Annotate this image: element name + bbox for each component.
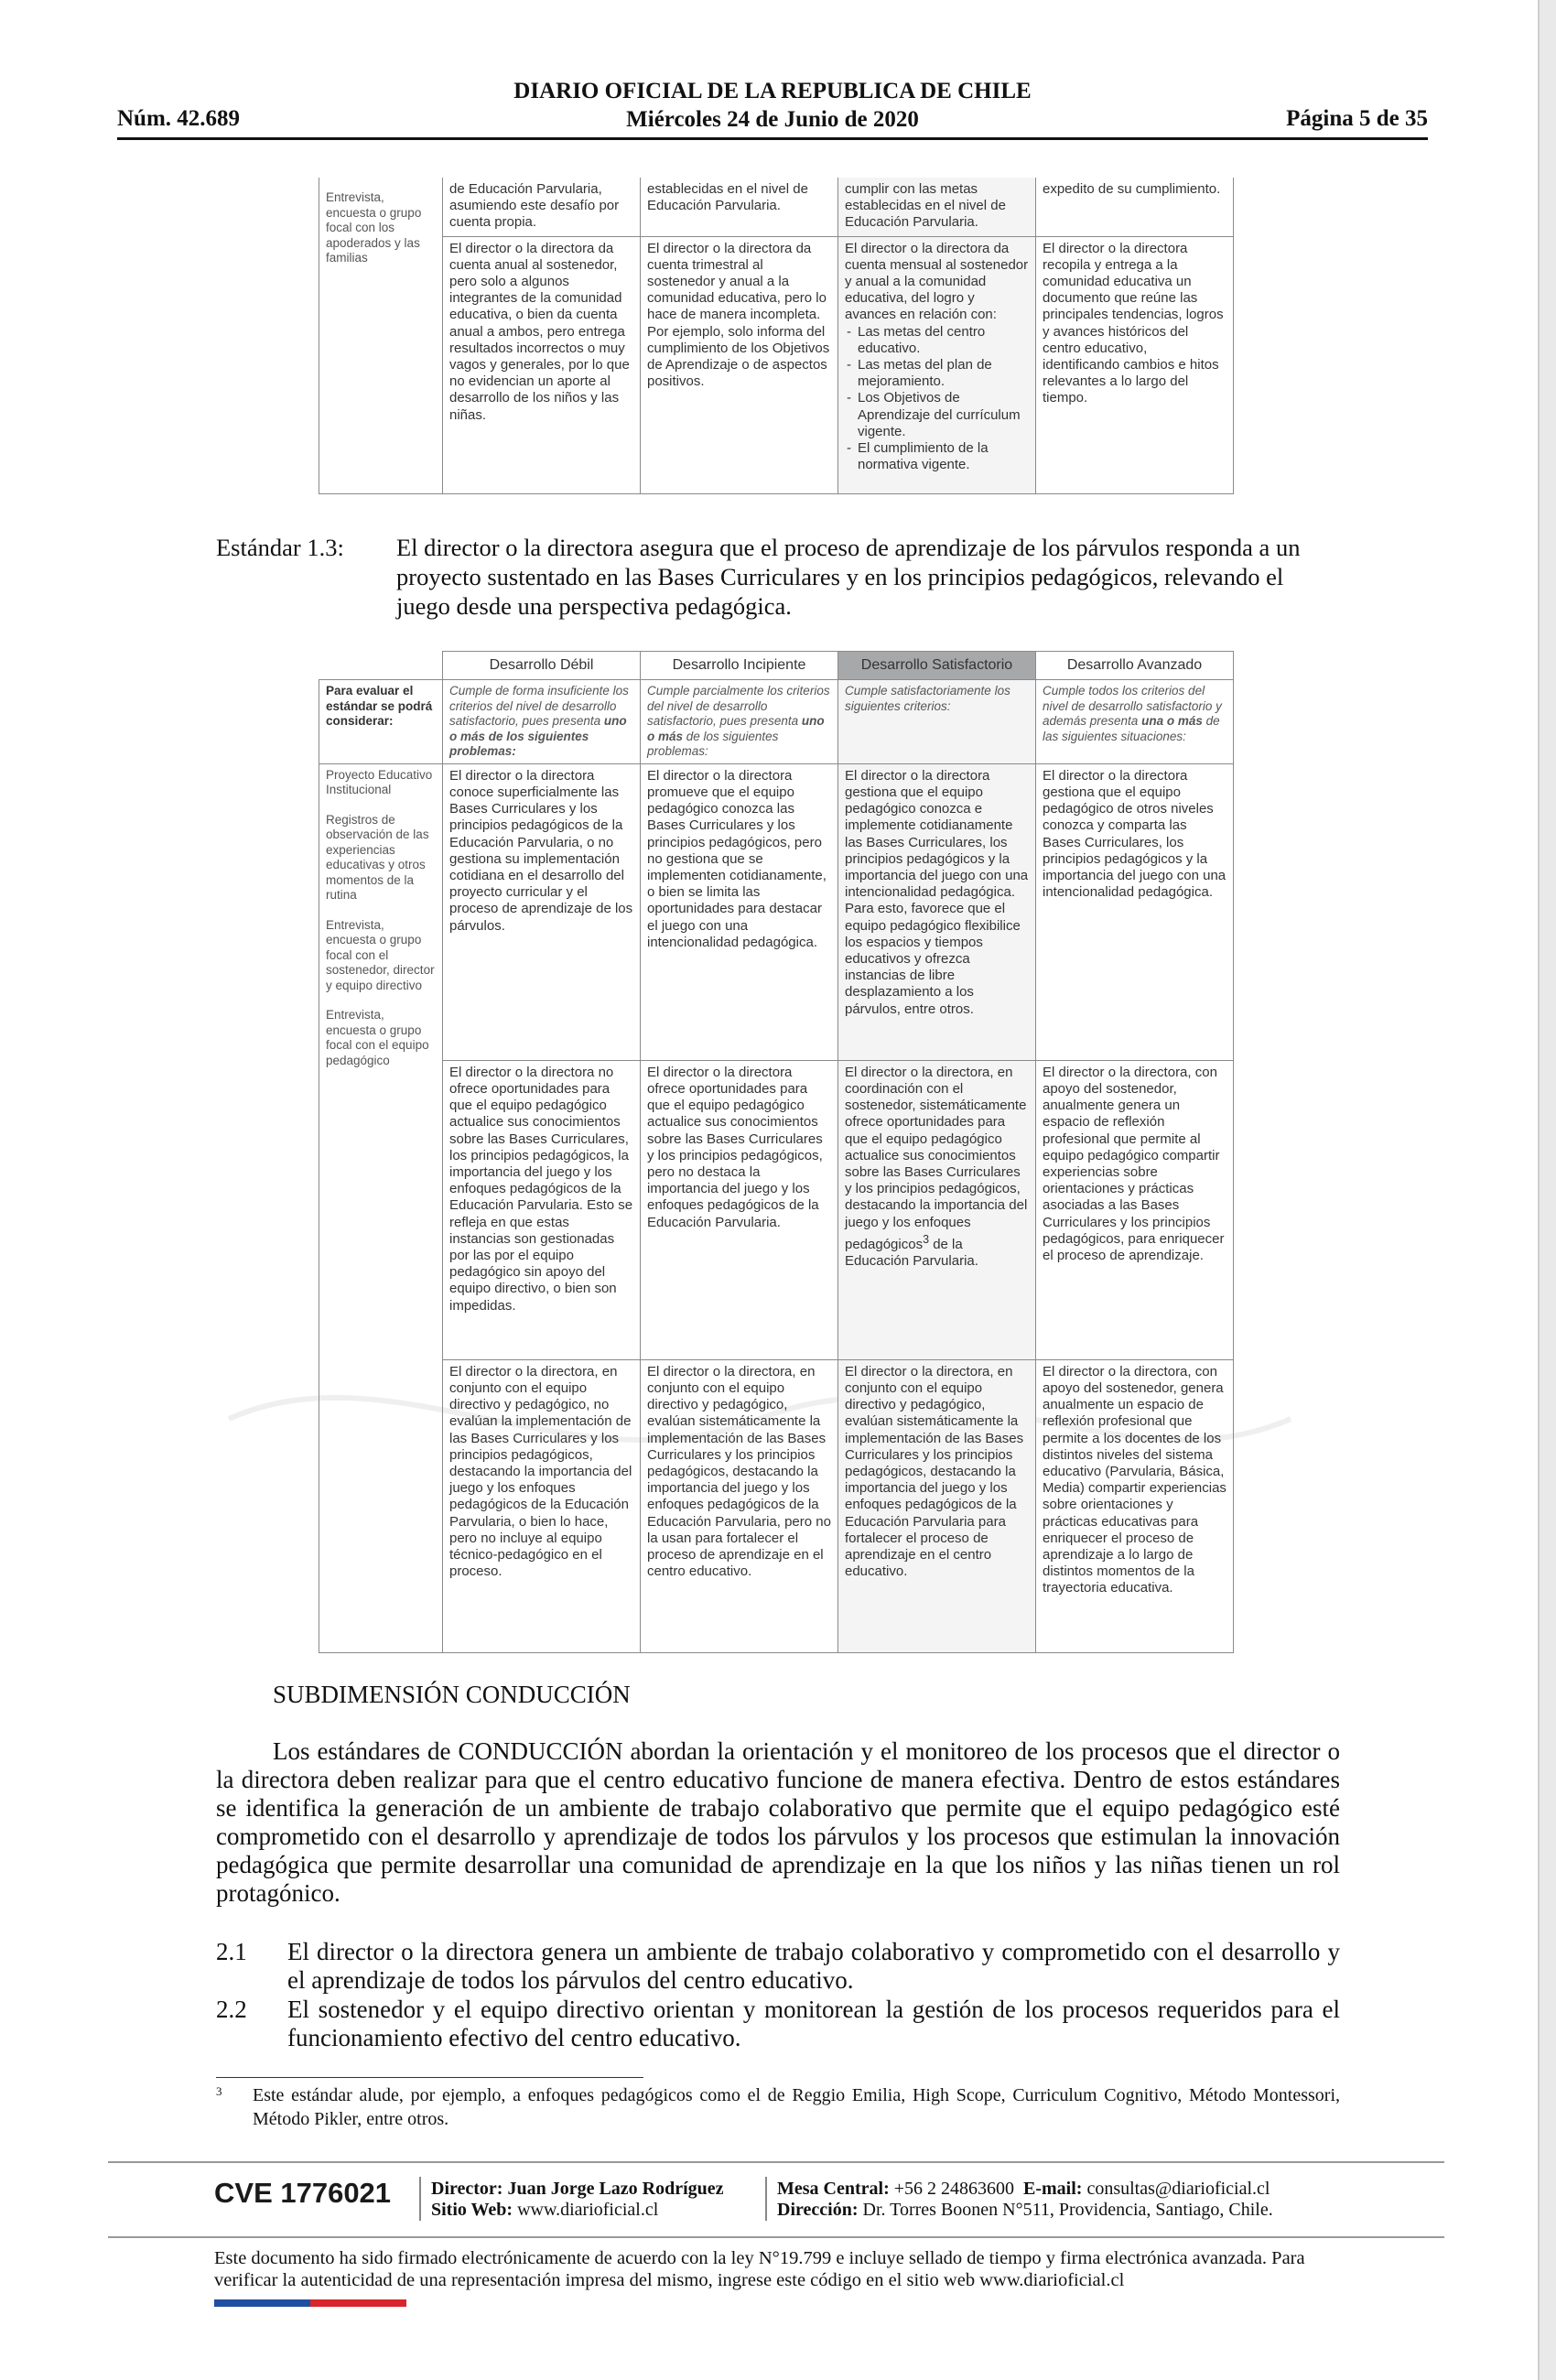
cell-debil: El director o la directora, en conjunto con el equipo directivo y pedagógico, no evalúan la implementación de las Bases Curriculares y los principios pedagógicos, destacando la importancia del juego y los enfoques pedagógicos de la Educación Parvularia, o bien lo hace, pero no incluye al equipo técnico-pedagógico en el proceso. xyxy=(443,1359,641,1652)
footer-director xyxy=(431,2179,724,2221)
item-number: 2.1 xyxy=(216,1938,247,1965)
signature-note: Este documento ha sido firmado electrónicamente de acuerdo con la ley N°19.799 e incluye sellado de tiempo y firma electrónica avanzada. Para verificar la autenticidad de una representación impresa del mismo, ingrese este código en el sitio web www.diarioficial.cl xyxy=(214,2248,1305,2290)
header-blank xyxy=(319,652,443,680)
footer-separator xyxy=(419,2177,421,2221)
table-row xyxy=(319,1060,1234,1359)
item-text: El sostenedor y el equipo directivo orientan y monitorean la gestión de los procesos requeridos para el funcionamiento efectivo del centro educativo. xyxy=(287,1996,1340,2051)
table-row xyxy=(319,178,1234,236)
footnote-ref: 3 xyxy=(923,1232,930,1246)
section-paragraph: Los estándares de CONDUCCIÓN abordan la orientación y el monitoreo de los procesos que el director o la directora deben realizar para que el centro educativo funcione de manera efectiva. Dentro de estos estándares se identifica la generación de un ambiente de trabajo colaborativo que permite que el equipo pedagógico esté comprometido con el desarrollo y aprendizaje de todos los párvulos y los procesos que estimulan la innovación pedagógica que permite desarrollar una comunidad de aprendizaje en la que los niños y las niñas tienen un rol protagónico. xyxy=(216,1737,1340,1907)
list-item: - Las metas del centro educativo. xyxy=(858,324,1029,357)
standard-label: Estándar 1.3: xyxy=(216,534,344,561)
footnote-mark: 3 xyxy=(216,2084,222,2098)
cell-satisfactorio: El director o la directora gestiona que el equipo pedagógico conozca e implemente cotidianamente las Bases Curriculares, los principios pedagógicos y la importancia del juego con una intencionalidad pedagógica. Para esto, favorece que el equipo pedagógico flexibilice los espacios y tiempos educativos y ofrezca instancias de libre desplazamiento a los párvulos, entre otros. xyxy=(838,763,1036,1060)
list-item: - El cumplimiento de la normativa vigente. xyxy=(858,440,1029,473)
header-debil: Desarrollo Débil xyxy=(443,652,641,680)
cell-incipiente: El director o la directora ofrece oportunidades para que el equipo pedagógico actualice sus conocimientos sobre las Bases Curriculares y los principios pedagógicos, pero no destaca la importancia del juego y los enfoques pedagógicos de la Educación Parvularia. xyxy=(641,1060,838,1359)
issue-number: Núm. 42.689 xyxy=(117,106,241,131)
cell-satisfactorio: El director o la directora da cuenta mensual al sostenedor y anual a la comunidad educativa, del logro y avances en relación con: - Las metas del centro educativo. - Las metas del plan de mejoramiento. - Los Objetivos de Aprendizaje del currículum vigente. - El cumplimiento de la normativa vigente. xyxy=(838,236,1036,493)
criteria-incipiente: Cumple parcialmente los criterios del nivel de desarrollo satisfactorio, pues presenta uno o más de los siguientes problemas: xyxy=(641,680,838,764)
cell-incipiente: El director o la directora promueve que el equipo pedagógico conozca las Bases Curriculares y los principios pedagógicos, pero no gestiona que se implementen cotidianamente, o bien se limita las oportunidades para destacar el juego con una intencionalidad pedagógica. xyxy=(641,763,838,1060)
criteria-satisfactorio: Cumple satisfactoriamente los siguientes criterios: xyxy=(838,680,1036,764)
table-row xyxy=(319,763,1234,1060)
cell-avanzado: El director o la directora gestiona que el equipo pedagógico de otros niveles conozca y comparta las Bases Curriculares, los principios pedagógicos y la importancia del juego con una intencionalidad pedagógica. xyxy=(1036,763,1234,1060)
standard-text: El director o la directora asegura que el proceso de aprendizaje de los párvulos responda a un proyecto sustentado en las Bases Curriculares y en los principios pedagógicos, relevando el juego desde una perspectiva pedagógica. xyxy=(396,534,1301,620)
cell-avanzado: El director o la directora recopila y entrega a la comunidad educativa un documento que reúne las principales tendencias, logros y avances históricos del centro educativo, identificando cambios e hitos relevantes a lo largo del tiempo. xyxy=(1036,236,1234,493)
evaluation-source: Registros de observación de las experiencias educativas y otros momentos de la rutina xyxy=(326,812,429,903)
evaluation-sources xyxy=(319,763,443,1652)
footnote-text: Este estándar alude, por ejemplo, a enfoques pedagógicos como el de Reggio Emilia, High Scope, Curriculum Cognitivo, Método Montessori, Método Pikler, entre otros. xyxy=(253,2085,1340,2129)
table-header-row xyxy=(319,652,1234,680)
list-item: - Las metas del plan de mejoramiento. xyxy=(858,357,1029,390)
criteria-debil: Cumple de forma insuficiente los criterios del nivel de desarrollo satisfactorio, pues presenta uno o más de los siguientes problemas: xyxy=(443,680,641,764)
publication-title: DIARIO OFICIAL DE LA REPUBLICA DE CHILE xyxy=(513,79,1032,103)
item-number: 2.2 xyxy=(216,1996,247,2023)
email-link[interactable]: consultas@diarioficial.cl xyxy=(1086,2179,1270,2199)
cell-avanzado: expedito de su cumplimiento. xyxy=(1036,178,1234,236)
cell-incipiente: El director o la directora, en conjunto con el equipo directivo y pedagógico, evalúan sistemáticamente la implementación de las Bases Curriculares y los principios pedagógicos, destacando la importancia del juego y los enfoques pedagógicos de la Educación Parvularia, pero no la usan para fortalecer el proceso de aprendizaje en el centro educativo. xyxy=(641,1359,838,1652)
evaluation-label: Para evaluar el estándar se podrá considerar: xyxy=(319,680,443,764)
footnote-divider xyxy=(216,2077,643,2078)
address-label: Dirección: xyxy=(777,2200,859,2220)
footer-contact xyxy=(777,2179,1273,2221)
table-row xyxy=(319,236,1234,493)
phone-label: Mesa Central: xyxy=(777,2179,890,2199)
footer-separator xyxy=(765,2177,767,2221)
criteria-avanzado: Cumple todos los criterios del nivel de desarrollo satisfactorio y además presenta una o más de las siguientes situaciones: xyxy=(1036,680,1234,764)
rubric-table xyxy=(319,651,1234,1653)
cell-satisfactorio: cumplir con las metas establecidas en el nivel de Educación Parvularia. xyxy=(838,178,1036,236)
cell-satisfactorio: El director o la directora, en coordinación con el sostenedor, sistemáticamente ofrece oportunidades para que el equipo pedagógico actualice sus conocimientos sobre las Bases Curriculares y los principios pedagógicos, destacando la importancia del juego y los enfoques pedagógicos$^3$ de la Educación Parvularia. xyxy=(838,1060,1036,1359)
page-number: Página 5 de 35 xyxy=(1286,106,1428,131)
email-label: E-mail: xyxy=(1023,2179,1083,2199)
phone-number: +56 2 24863600 xyxy=(893,2179,1015,2199)
address: Dr. Torres Boonen N°511, Providencia, Santiago, Chile. xyxy=(862,2200,1273,2220)
criteria-list xyxy=(845,324,1029,474)
cell-satisfactorio: El director o la directora, en conjunto con el equipo directivo y pedagógico, evalúan sistemáticamente la implementación de las Bases Curriculares y los principios pedagógicos, destacando la importancia del juego y los enfoques pedagógicos de la Educación Parvularia para fortalecer el proceso de aprendizaje en el centro educativo. xyxy=(838,1359,1036,1652)
header-center xyxy=(117,77,1428,134)
header-satisfactorio: Desarrollo Satisfactorio xyxy=(838,652,1036,680)
cell-incipiente: El director o la directora da cuenta trimestral al sostenedor y anual a la comunidad educativa, pero lo hace de manera incompleta. Por ejemplo, solo informa del cumplimiento de los Objetivos de Aprendizaje o de aspectos positivos. xyxy=(641,236,838,493)
list-item: - Los Objetivos de Aprendizaje del currículum vigente. xyxy=(858,390,1029,440)
criteria-row xyxy=(319,680,1234,764)
evaluation-source: Proyecto Educativo Institucional xyxy=(326,767,433,797)
evaluation-source: Entrevista, encuesta o grupo focal con los apoderados y las familias xyxy=(319,178,443,493)
item-text: El director o la directora genera un ambiente de trabajo colaborativo y comprometido con el desarrollo y el aprendizaje de todos los párvulos del centro educativo. xyxy=(287,1938,1340,1994)
cell-debil: El director o la directora no ofrece oportunidades para que el equipo pedagógico actualice sus conocimientos sobre las Bases Curriculares, los principios pedagógicos, la importancia del juego y los enfoques pedagógicos de la Educación Parvularia. Esto se refleja en que estas instancias son gestionadas por las por el equipo pedagógico sin apoyo del equipo directivo, o bien son impedidas. xyxy=(443,1060,641,1359)
footer-divider xyxy=(108,2236,1444,2238)
cell-incipiente: establecidas en el nivel de Educación Parvularia. xyxy=(641,178,838,236)
evaluation-source: Entrevista, encuesta o grupo focal con el equipo pedagógico xyxy=(326,1008,429,1067)
flag-stripe xyxy=(214,2299,406,2307)
header-avanzado: Desarrollo Avanzado xyxy=(1036,652,1234,680)
cell-debil: de Educación Parvularia, asumiendo este desafío por cuenta propia. xyxy=(443,178,641,236)
footer-divider xyxy=(108,2161,1444,2163)
rubric-table-continued xyxy=(319,178,1234,494)
cell-debil: El director o la directora conoce superficialmente las Bases Curriculares y los principios pedagógicos de la Educación Parvularia, o no gestiona su implementación cotidiana en el desarrollo del proyecto curricular y el proceso de aprendizaje de los párvulos. xyxy=(443,763,641,1060)
cve-code: CVE 1776021 xyxy=(214,2177,392,2209)
cell-avanzado: El director o la directora, con apoyo del sostenedor, genera anualmente un espacio de reflexión profesional que permite a los docentes de los distintos niveles del sistema educativo (Parvularia, Básica, Media) compartir experiencias sobre orientaciones y prácticas educativas para enriquecer el proceso de aprendizaje a lo largo de distintos momentos de la trayectoria educativa. xyxy=(1036,1359,1234,1652)
website-link[interactable]: www.diarioficial.cl xyxy=(517,2200,659,2220)
web-label: Sitio Web: xyxy=(431,2200,513,2220)
header-incipiente: Desarrollo Incipiente xyxy=(641,652,838,680)
table-row xyxy=(319,1359,1234,1652)
director-name: Director: Juan Jorge Lazo Rodríguez xyxy=(431,2179,724,2199)
section-heading: SUBDIMENSIÓN CONDUCCIÓN xyxy=(273,1681,631,1708)
evaluation-source: Entrevista, encuesta o grupo focal con el sostenedor, director y equipo directivo xyxy=(326,917,435,992)
page-header xyxy=(117,73,1428,140)
cell-debil: El director o la directora da cuenta anual al sostenedor, pero solo a algunos integrantes de la comunidad educativa, o bien da cuenta anual a ambos, pero entrega resultados incorrectos o muy vagos y generales, por lo que no evidencian un aporte al desarrollo de los niños y las niñas. xyxy=(443,236,641,493)
cell-avanzado: El director o la directora, con apoyo del sostenedor, anualmente genera un espacio de reflexión profesional que permite al equipo pedagógico compartir experiencias sobre orientaciones y prácticas asociadas a las Bases Curriculares y los principios pedagógicos, para enriquecer el proceso de aprendizaje. xyxy=(1036,1060,1234,1359)
publication-date: Miércoles 24 de Junio de 2020 xyxy=(626,107,919,132)
